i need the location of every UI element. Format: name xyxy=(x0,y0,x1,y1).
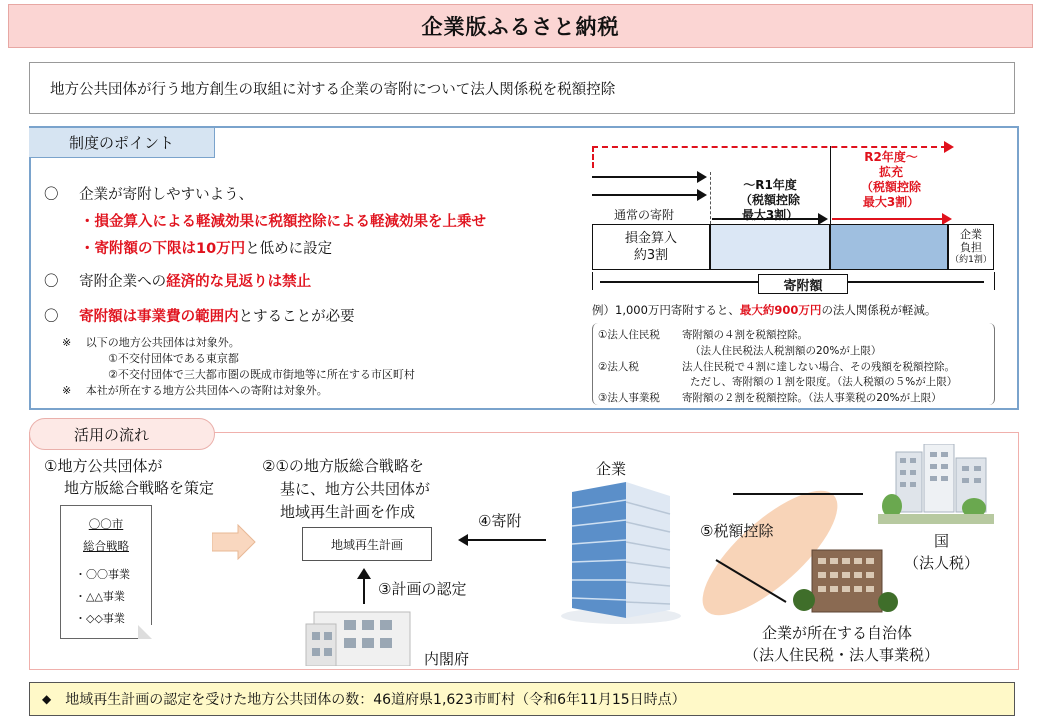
donation-arrow-head xyxy=(458,534,468,546)
arrow-3-shaft xyxy=(712,218,818,220)
point-1-sub-2 xyxy=(80,237,332,258)
regional-plan-box: 地域再生計画 xyxy=(302,527,432,561)
arrow-1-shaft xyxy=(592,176,697,178)
nation-buildings-icon xyxy=(878,444,994,524)
step-1-line-1: ①地方公共団体が xyxy=(44,457,163,475)
company-label: 企業 xyxy=(596,460,627,478)
step-5-label: ⑤税額控除 xyxy=(700,522,774,540)
company-line-3: （約1割） xyxy=(950,254,992,265)
company-line-1: 企業 xyxy=(960,227,982,241)
tax-row-5-label: ③法人事業税 xyxy=(598,392,660,404)
point-1-sub-2-red: ・寄附額の下限は10万円 xyxy=(80,241,246,257)
line-to-nation xyxy=(733,493,863,495)
point-3 xyxy=(44,305,355,326)
title-bar xyxy=(8,4,1033,48)
r1-line-2: （税額控除 xyxy=(739,193,800,207)
step-2-line-1: ②①の地方版総合戦略を xyxy=(262,457,424,475)
doc-item-1: ・〇〇事業 xyxy=(75,568,130,581)
cabinet-office-label: 内閣府 xyxy=(424,650,470,668)
points-tab-label: 制度のポイント xyxy=(69,134,175,152)
r2-line-2: 拡充 xyxy=(878,165,903,179)
company-building-icon xyxy=(556,478,686,626)
dashed-range-start xyxy=(592,146,594,168)
diamond-icon: ◆ xyxy=(42,692,52,706)
point-1-text: 企業が寄附しやすいよう、 xyxy=(79,187,254,203)
step-3-label: ③計画の認定 xyxy=(378,580,467,598)
kifu-amount-label: 寄附額 xyxy=(758,274,848,294)
r1-label xyxy=(710,178,830,223)
sonkin-line-2: 約3割 xyxy=(633,248,669,263)
example-pre: 例）1,000万円寄附すると、 xyxy=(592,303,740,317)
r2-label xyxy=(832,150,950,210)
local-gov-label-2: （法人住民税・法人事業税） xyxy=(744,646,940,664)
arrow-2-shaft xyxy=(592,194,697,196)
point-1-sub-1: ・損金算入による軽減効果に税額控除による軽減効果を上乗せ xyxy=(80,214,486,230)
doc-title-2: 総合戦略 xyxy=(83,539,129,553)
note-2: ※ 本社が所在する地方公共団体への寄附は対象外。 xyxy=(62,384,328,397)
doc-item-2: ・△△事業 xyxy=(75,590,125,603)
r2-line-1: R2年度～ xyxy=(864,150,918,164)
step-4-label: ④寄附 xyxy=(478,512,522,530)
local-government-icon xyxy=(790,544,900,616)
local-gov-label-1: 企業が所在する自治体 xyxy=(762,624,913,642)
point-2-red: 経済的な見返りは禁止 xyxy=(166,274,312,290)
example-red: 最大約900万円 xyxy=(739,303,822,317)
kifu-range-left xyxy=(592,272,593,290)
point-1-marker: 〇 xyxy=(44,187,59,203)
bar-sonkin xyxy=(592,224,710,270)
example-post: の法人関係税が軽減。 xyxy=(821,303,937,317)
doc-item-3: ・◇◇事業 xyxy=(75,612,125,625)
note-1: ※ 以下の地方公共団体は対象外。 xyxy=(62,336,240,349)
approval-arrow-head xyxy=(357,568,371,579)
r1-line-3: 最大3割） xyxy=(741,208,799,222)
flow-tab-label: 活用の流れ xyxy=(74,425,150,444)
kifu-range-right xyxy=(994,272,995,290)
normal-donation-label: 通常の寄附 xyxy=(614,208,675,222)
dashed-range-line xyxy=(592,146,947,148)
r2-line-3: （税額控除 xyxy=(860,180,921,194)
arrow-2-head xyxy=(697,189,707,201)
tax-row-1-text: 寄附額の４割を税額控除。 xyxy=(682,329,808,341)
point-3-marker: 〇 xyxy=(44,309,59,325)
line-to-local xyxy=(714,558,788,604)
point-3-rest: とすることが必要 xyxy=(238,309,355,325)
point-1 xyxy=(44,183,253,204)
points-tab xyxy=(29,128,215,158)
flow-arrow-icon xyxy=(212,524,256,560)
company-line-2: 負担 xyxy=(960,240,982,254)
sonkin-line-1: 損金算入 xyxy=(624,231,677,246)
example-line xyxy=(592,302,936,318)
summary-box xyxy=(29,62,1015,114)
nation-label-2: （法人税） xyxy=(904,554,980,572)
bar-r1 xyxy=(710,224,830,270)
step-2-line-2: 基に、地方公共団体が xyxy=(280,480,431,498)
tax-row-2-text: （法人住民税法人税割額の20%が上限） xyxy=(690,345,882,357)
approval-arrow-shaft xyxy=(363,578,365,604)
tax-row-4-text: ただし、寄附額の１割を限度。（法人税額の５%が上限） xyxy=(690,376,958,388)
point-2-pre: 寄附企業への xyxy=(79,274,167,290)
doc-title-1: 〇〇市 xyxy=(88,517,124,531)
summary-text: 地方公共団体が行う地方創生の取組に対する企業の寄附について法人関係税を税額控除 xyxy=(50,81,616,98)
tax-row-1-label: ①法人住民税 xyxy=(598,329,660,341)
flow-tab xyxy=(29,418,215,450)
page-title: 企業版ふるさと納税 xyxy=(421,15,620,39)
point-2 xyxy=(44,270,311,291)
bottom-note-bar xyxy=(29,682,1015,716)
step-1-line-2: 地方版総合戦略を策定 xyxy=(64,479,215,497)
r2-arrow xyxy=(832,218,944,220)
bottom-note-text: 地域再生計画の認定を受けた地方公共団体の数：46道府県1,623市町村（令和6年11月15日時点） xyxy=(65,692,686,708)
divider-r2 xyxy=(830,146,831,224)
bar-r2 xyxy=(830,224,948,270)
r1-line-1: ～R1年度 xyxy=(743,178,797,192)
step-2-line-3: 地域再生計画を作成 xyxy=(280,503,416,521)
tax-row-3-text: 法人住民税で４割に達しない場合、その残額を税額控除。 xyxy=(682,361,955,373)
r2-line-4: 最大3割） xyxy=(862,195,920,209)
point-3-red: 寄附額は事業費の範囲内 xyxy=(79,309,239,325)
arrow-1-head xyxy=(697,171,707,183)
point-2-marker: 〇 xyxy=(44,274,59,290)
divider-r1 xyxy=(710,172,711,224)
nation-label-1: 国 xyxy=(934,532,950,550)
cabinet-office-icon xyxy=(300,606,416,666)
donation-arrow-shaft xyxy=(468,539,546,541)
note-1a: ①不交付団体である東京都 xyxy=(108,352,239,365)
tax-row-5-text: 寄附額の２割を税額控除。（法人事業税の20%が上限） xyxy=(682,392,942,404)
bar-company xyxy=(948,224,994,270)
strategy-document xyxy=(60,505,152,639)
doc-fold xyxy=(138,625,152,639)
tax-row-3-label: ②法人税 xyxy=(598,361,639,373)
note-1b: ②不交付団体で三大都市圏の既成市街地等に所在する市区町村 xyxy=(108,368,415,381)
point-1-sub-2-rest: と低めに設定 xyxy=(245,241,333,257)
